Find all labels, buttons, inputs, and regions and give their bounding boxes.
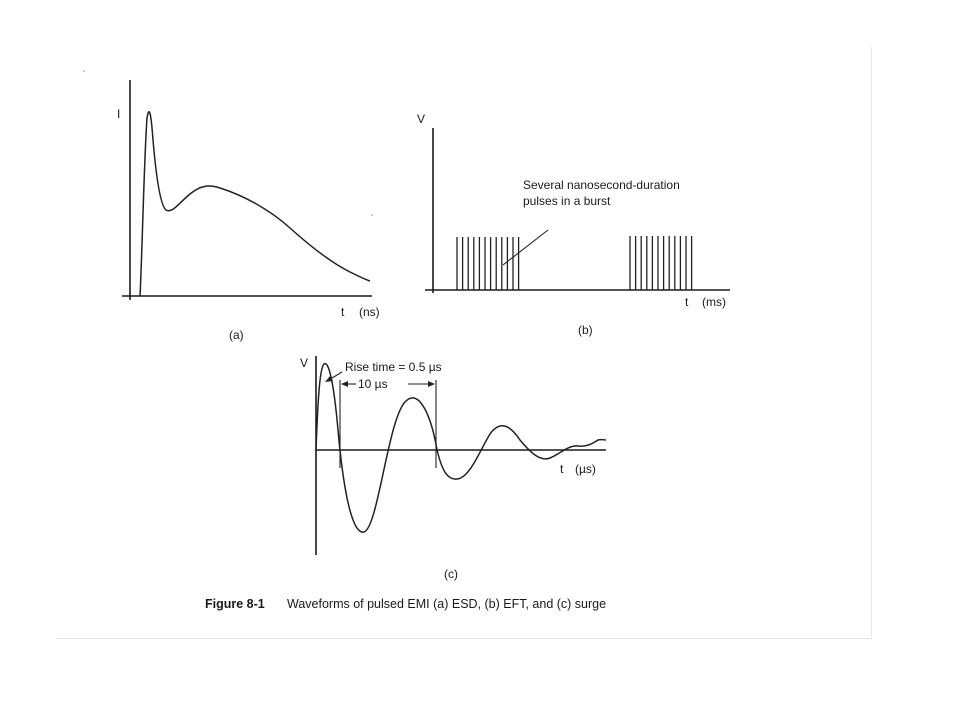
- panel-a-tag: (a): [229, 328, 244, 342]
- scan-speck: [83, 70, 85, 72]
- panel-b-y-label: V: [417, 112, 426, 126]
- panel-a-esd-waveform: [140, 112, 370, 296]
- panel-b-pulse-burst-1: [457, 237, 519, 290]
- panel-c-period-label: 10 µs: [358, 377, 388, 391]
- panel-b: [417, 112, 730, 337]
- panel-b-x-label: t: [685, 295, 689, 309]
- panel-c-y-label: V: [300, 356, 309, 370]
- panel-b-annotation-line-2: pulses in a burst: [523, 194, 611, 208]
- panel-b-annotation-leader: [503, 230, 548, 265]
- panel-a-y-label: I: [117, 107, 121, 121]
- panel-c-x-unit: (µs): [575, 462, 596, 476]
- panel-c-rise-time-arrowhead: [325, 376, 333, 382]
- panel-b-x-unit: (ms): [702, 295, 726, 309]
- panel-c-arrowhead-right: [428, 381, 435, 387]
- panel-b-tag: (b): [578, 323, 593, 337]
- scan-speck: [371, 214, 373, 216]
- panel-c-tag: (c): [444, 567, 458, 581]
- panel-a: [117, 80, 380, 342]
- caption-text: Waveforms of pulsed EMI (a) ESD, (b) EFT, and (c) surge: [287, 597, 607, 611]
- panel-a-x-unit: (ns): [359, 305, 380, 319]
- caption-label: Figure 8-1: [205, 597, 265, 611]
- panel-c-x-label: t: [560, 462, 564, 476]
- figure-caption: [205, 597, 606, 611]
- panel-b-pulse-burst-2: [630, 236, 692, 290]
- panel-c: [300, 356, 606, 581]
- panel-c-rise-time-label: Rise time = 0.5 µs: [345, 360, 442, 374]
- panel-a-x-label: t: [341, 305, 345, 319]
- panel-c-arrowhead-left: [341, 381, 348, 387]
- panel-b-annotation-line-1: Several nanosecond-duration: [523, 178, 680, 192]
